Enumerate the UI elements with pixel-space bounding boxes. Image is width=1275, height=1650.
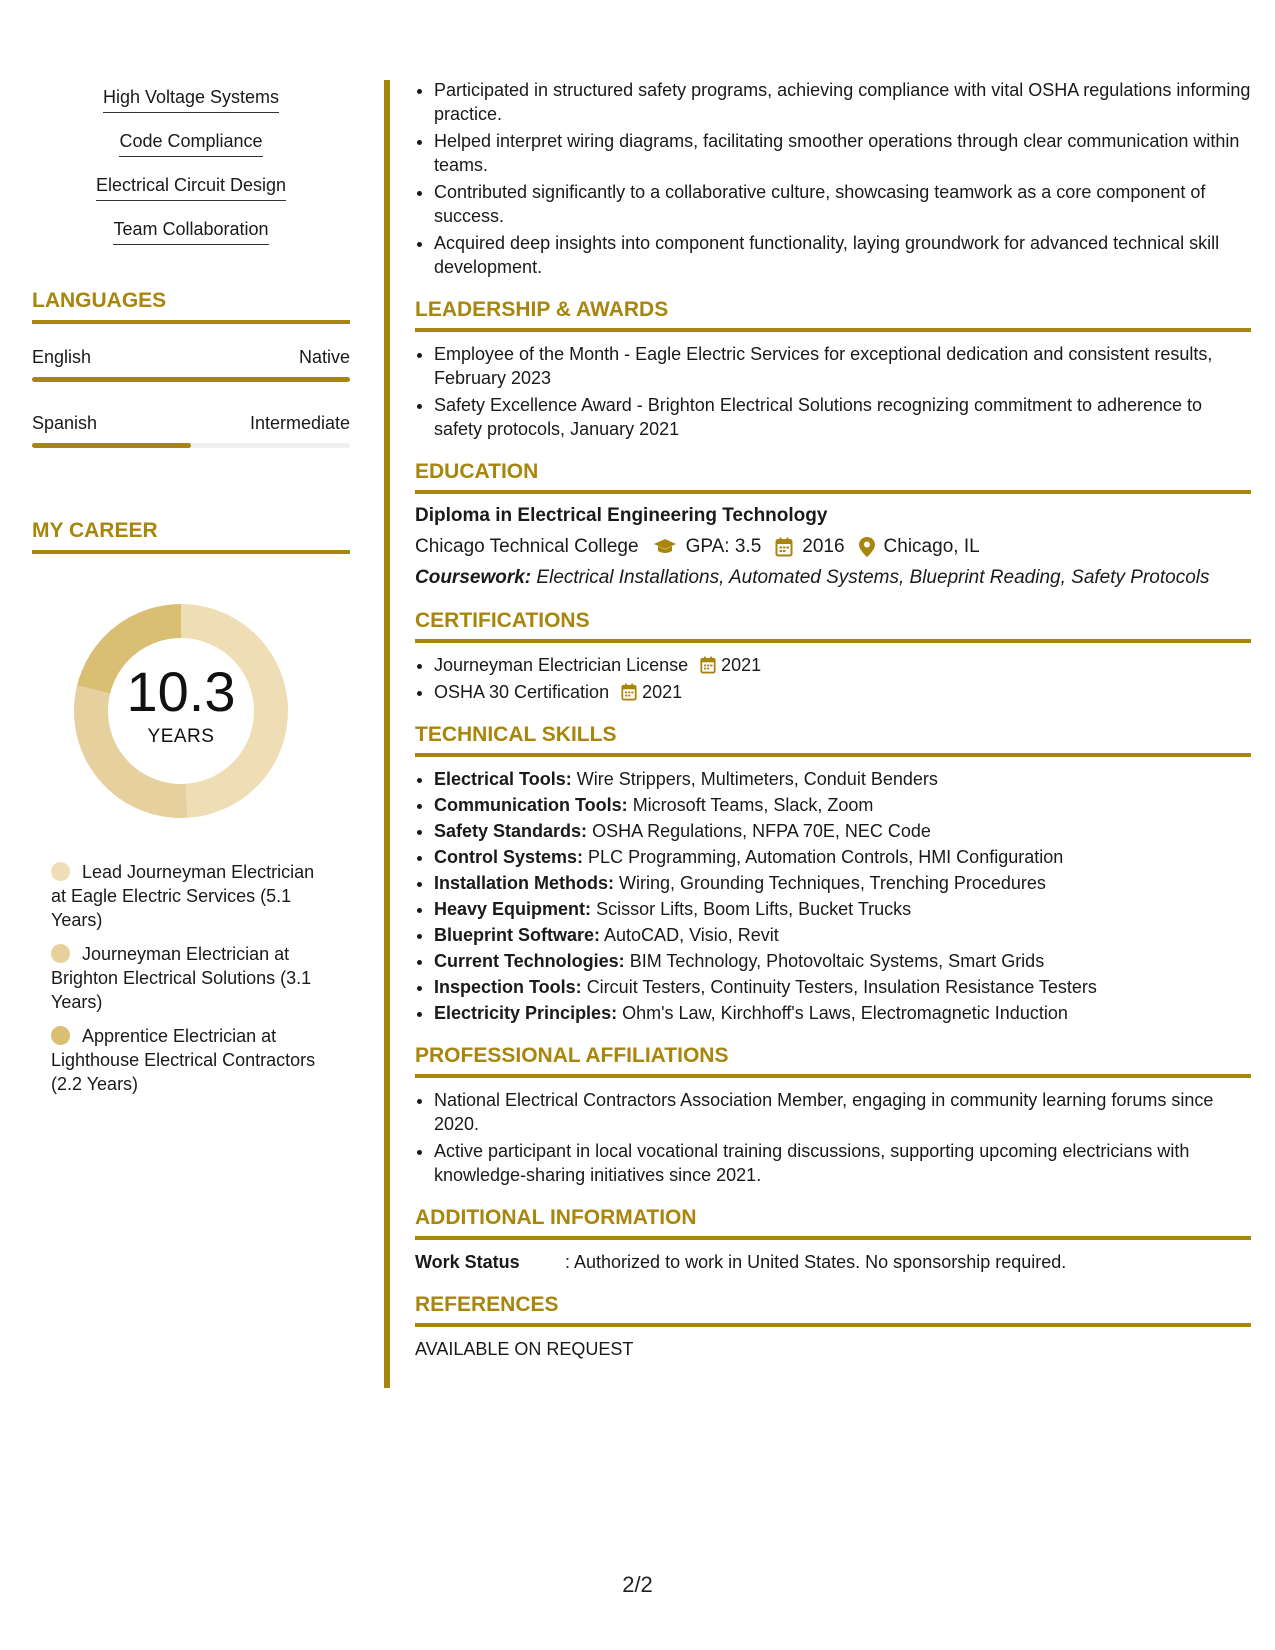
list-item: [434, 949, 1251, 973]
legend-dot-icon: [51, 1026, 70, 1045]
calendar-icon: [700, 656, 716, 674]
coursework-label: Coursework:: [415, 567, 532, 588]
calendar-icon: [775, 537, 793, 557]
section-heading: ADDITIONAL INFORMATION: [415, 1206, 697, 1229]
skill-label: Heavy Equipment:: [434, 899, 592, 919]
section-rule: [415, 753, 1251, 757]
experience-bullets: [415, 78, 1251, 279]
section-rule: [32, 550, 350, 554]
section-heading: REFERENCES: [415, 1293, 559, 1316]
skill-value: Circuit Testers, Continuity Testers, Insulation Resistance Testers: [586, 977, 1097, 997]
section-rule: [415, 328, 1251, 332]
education-section: [415, 459, 1251, 590]
skill-value: BIM Technology, Photovoltaic Systems, Smart Grids: [629, 951, 1045, 971]
section-rule: [415, 1236, 1251, 1240]
career-item: [51, 1024, 331, 1096]
section-heading: TECHNICAL SKILLS: [415, 723, 617, 746]
career-item: [51, 942, 331, 1014]
certification-item: [434, 653, 1251, 677]
section-rule: [415, 1323, 1251, 1327]
skills-list: [32, 86, 350, 262]
skill-label: Electrical Tools:: [434, 769, 572, 789]
list-item: • Helped interpret wiring diagrams, facilitating smoother operations through clear communication within teams.: [434, 129, 1251, 177]
skill-label: Safety Standards:: [434, 821, 588, 841]
list-item: • National Electrical Contractors Association Member, engaging in community learning forums since 2020.: [434, 1088, 1251, 1136]
school-location: Chicago, IL: [883, 536, 980, 557]
section-heading: EDUCATION: [415, 460, 539, 483]
skill-value: Wiring, Grounding Techniques, Trenching Procedures: [619, 873, 1046, 893]
additional-info-section: [415, 1205, 1251, 1274]
list-item: [434, 871, 1251, 895]
skill-label: Electricity Principles:: [434, 1003, 618, 1023]
list-item: [434, 1001, 1251, 1025]
certification-year: 2021: [642, 682, 683, 702]
career-total: 10.3: [126, 660, 236, 723]
language-name: English: [32, 347, 92, 367]
info-key: Work Status: [415, 1252, 520, 1272]
language-bar-fill: [32, 443, 191, 448]
list-item: [434, 897, 1251, 921]
info-value: : Authorized to work in United States. No sponsorship required.: [565, 1252, 1067, 1272]
skill-label: Current Technologies:: [434, 951, 625, 971]
language-item: [32, 346, 350, 382]
section-rule: [415, 1074, 1251, 1078]
career-legend: [32, 860, 350, 1096]
legend-dot-icon: [51, 944, 70, 963]
career-unit: YEARS: [147, 726, 215, 747]
certification-item: [434, 680, 1251, 704]
references-text: AVAILABLE ON REQUEST: [415, 1339, 634, 1359]
skill-value: Ohm's Law, Kirchhoff's Laws, Electromagnetic Induction: [622, 1003, 1068, 1023]
leadership-section: [415, 297, 1251, 441]
list-item: [434, 767, 1251, 791]
skill-label: Control Systems:: [434, 847, 584, 867]
list-item: • Employee of the Month - Eagle Electric Services for exceptional dedication and consistent results, February 2023: [434, 342, 1251, 390]
coursework: [415, 566, 1251, 590]
skill-item: Team Collaboration: [113, 218, 268, 245]
skill-label: Installation Methods:: [434, 873, 614, 893]
career-item: [51, 860, 331, 932]
language-bar-fill: [32, 377, 350, 382]
certification-name: • OSHA 30 Certification: [434, 682, 610, 702]
degree-title: Diploma in Electrical Engineering Technology: [415, 505, 828, 526]
education-details: [415, 535, 1251, 559]
affiliations-section: [415, 1043, 1251, 1187]
career-item-text: Lead Journeyman Electrician at Eagle Electric Services (5.1 Years): [51, 862, 315, 930]
section-heading: LEADERSHIP & AWARDS: [415, 298, 669, 321]
list-item: • Acquired deep insights into component functionality, laying groundwork for advanced technical skill development.: [434, 231, 1251, 279]
skill-value: Wire Strippers, Multimeters, Conduit Benders: [576, 769, 938, 789]
graduation-year: 2016: [802, 536, 845, 557]
location-pin-icon: [859, 537, 875, 557]
skill-value: OSHA Regulations, NFPA 70E, NEC Code: [592, 821, 931, 841]
list-item: [434, 793, 1251, 817]
languages-section: [32, 288, 350, 448]
career-section: [32, 518, 350, 1096]
list-item: • Active participant in local vocational training discussions, supporting upcoming electricians with knowledge-sharing initiatives since 2021.: [434, 1139, 1251, 1187]
technical-skills-section: [415, 722, 1251, 1025]
graduation-cap-icon: [653, 538, 677, 556]
coursework-value: Electrical Installations, Automated Systems, Blueprint Reading, Safety Protocols: [536, 567, 1210, 588]
career-item-text: Journeyman Electrician at Brighton Electrical Solutions (3.1 Years): [51, 944, 312, 1012]
certification-name: • Journeyman Electrician License: [434, 655, 689, 675]
section-heading: PROFESSIONAL AFFILIATIONS: [415, 1044, 729, 1067]
gpa: GPA: 3.5: [685, 536, 762, 557]
language-item: [32, 412, 350, 448]
skill-item: Electrical Circuit Design: [96, 174, 286, 201]
language-level: Native: [298, 347, 350, 367]
sidebar: [32, 80, 350, 1106]
school-name: Chicago Technical College: [415, 536, 639, 557]
skill-label: Inspection Tools:: [434, 977, 582, 997]
main-content: [415, 80, 1251, 1361]
skill-item: High Voltage Systems: [103, 86, 279, 113]
list-item: [434, 923, 1251, 947]
list-item: • Safety Excellence Award - Brighton Electrical Solutions recognizing commitment to adherence to safety protocols, January 2021: [434, 393, 1251, 441]
page-number: 2/2: [622, 1572, 653, 1597]
skill-label: Communication Tools:: [434, 795, 628, 815]
legend-dot-icon: [51, 862, 70, 881]
calendar-icon: [621, 683, 637, 701]
list-item: [434, 845, 1251, 869]
section-heading: CERTIFICATIONS: [415, 609, 590, 632]
languages-heading: LANGUAGES: [32, 289, 167, 312]
list-item: • Contributed significantly to a collaborative culture, showcasing teamwork as a core component of success.: [434, 180, 1251, 228]
list-item: [434, 975, 1251, 999]
language-bar: [32, 443, 350, 448]
skill-value: PLC Programming, Automation Controls, HMI Configuration: [588, 847, 1064, 867]
career-heading: MY CAREER: [32, 519, 158, 542]
section-rule: [415, 639, 1251, 643]
language-name: Spanish: [32, 413, 98, 433]
certification-year: 2021: [721, 655, 762, 675]
certifications-section: [415, 608, 1251, 704]
section-rule: [415, 490, 1251, 494]
list-item: • Participated in structured safety programs, achieving compliance with vital OSHA regulations informing practice.: [434, 78, 1251, 126]
language-bar: [32, 377, 350, 382]
skill-value: AutoCAD, Visio, Revit: [604, 925, 779, 945]
skill-label: Blueprint Software:: [434, 925, 601, 945]
section-rule: [32, 320, 350, 324]
skill-item: Code Compliance: [119, 130, 262, 157]
list-item: [434, 819, 1251, 843]
career-donut: [66, 596, 296, 826]
career-item-text: Apprentice Electrician at Lighthouse Electrical Contractors (2.2 Years): [51, 1026, 316, 1094]
references-section: [415, 1292, 1251, 1361]
language-level: Intermediate: [249, 413, 350, 433]
skill-value: Scissor Lifts, Boom Lifts, Bucket Trucks: [596, 899, 912, 919]
column-divider: [384, 80, 390, 1388]
skill-value: Microsoft Teams, Slack, Zoom: [632, 795, 874, 815]
